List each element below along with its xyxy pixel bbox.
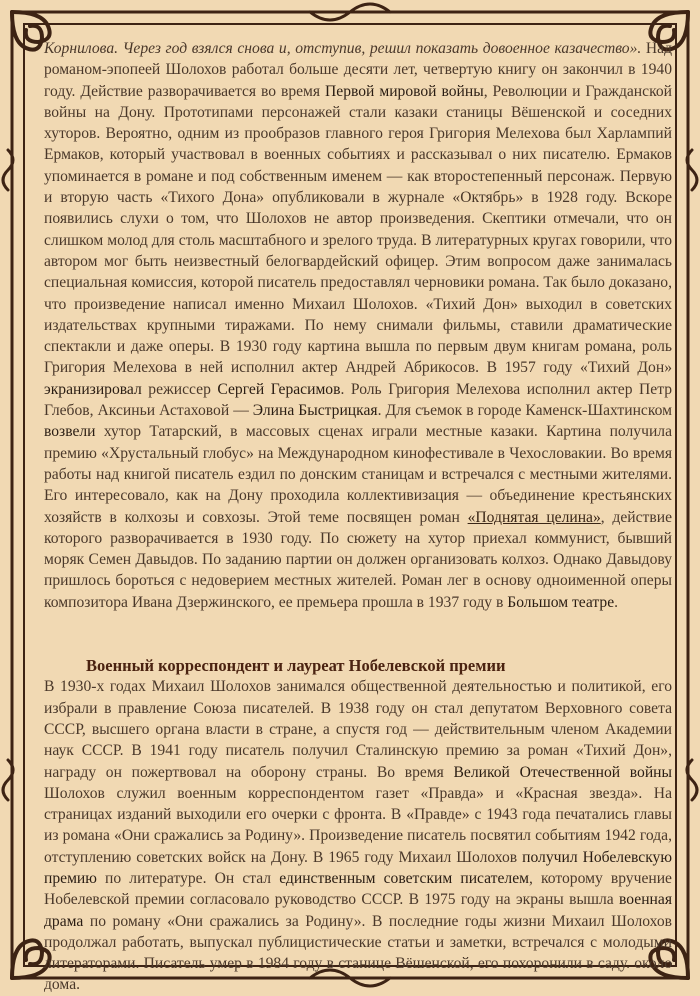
text-run: , которому вручение Нобелевской премии согласовало руководство СССР. В 1975 году на экраны вышла <box>44 869 672 909</box>
text-run: . Для съемок в городе Каменск-Шахтинском <box>377 402 672 420</box>
text-run: режиссер <box>141 380 218 398</box>
novel-link[interactable]: «Поднятая целина» <box>467 508 601 526</box>
section-heading: Военный корреспондент и лауреат Нобелевской премии <box>86 656 506 676</box>
keyword-link[interactable]: военная драма <box>44 891 672 930</box>
keyword-link[interactable]: возвели <box>44 423 96 441</box>
keyword-link[interactable]: Сергей Герасимов <box>217 380 341 398</box>
keyword-link[interactable]: Элина Быстрицкая <box>252 402 378 420</box>
text-run: . Роль Григория Мелехова исполнил актер Петр Глебов, Аксиньи Астаховой — <box>44 380 672 420</box>
italic-quote: Корнилова. Через год взялся снова и, отступив, решил показать довоенное казачество». <box>44 40 642 57</box>
text-run: по литературе. Он стал <box>96 869 280 887</box>
keyword-link[interactable]: получил Нобелевскую премию <box>44 848 672 887</box>
text-run: В 1930-х годах Михаил Шолохов занимался общественной деятельностью и политикой, его избрали в правление Союза писателей. В 1938 году он стал депутатом Верховного совета СССР, высшего органа власти в стране, а спустя год — действительным членом Академии наук СССР. В 1941 году писатель получил Сталинскую премию за роман «Тихий Дон», награду он пожертвовал на оборону страны. Во время <box>44 678 672 781</box>
keyword-link[interactable]: Первой мировой войны <box>325 82 484 100</box>
keyword-link[interactable]: Большом театре <box>507 593 615 611</box>
text-run: . <box>614 593 619 611</box>
text-run: , действие которого разворачивается в 1930 году. По сюжету на хутор приехал коммунист, бывший моряк Семен Давыдов. По заданию партии он должен организовать колхоз. Однако Давыдову пришлось бороться с недоверием местных жителей. Роман лег в основу одноименной оперы композитора Ивана Дзержинского, ее премьера прошла в 1937 году в <box>44 508 672 611</box>
keyword-link[interactable]: экранизировал <box>44 380 142 398</box>
text-run: Над романом-эпопеей Шолохов работал больше десяти лет, четвертую книгу он закончил в 1940 году. Действие разворачивается во время <box>44 40 672 100</box>
article-paragraph-1 <box>44 38 672 613</box>
text-run: Шолохов служил военным корреспондентом газет «Правда» и «Красная звезда». На страницах изданий выходили его очерки с фронта. В «Правде» с 1943 года печатались главы из романа «Они сражались за Родину». Произведение писатель посвятил событиям 1942 года, отступлению советских войск на Дону. В 1965 году Михаил Шолохов <box>44 784 672 866</box>
keyword-link[interactable]: Великой Отечественной войны <box>453 763 672 781</box>
text-run: , Революции и Гражданской войны на Дону. Прототипами персонажей стали казаки станицы Вёшенской и соседних хуторов. Вероятно, одним из прообразов главного героя Григория Мелехова был Харлампий Ермаков, который участвовал в военных событиях и рассказывал о них писателю. Ермаков упоминается в романе и под собственным именем — как второстепенный персонаж. Первую и вторую часть «Тихого Дона» опубликовали в журнале «Октябрь» в 1928 году. Вскоре появились слухи о том, что Шолохов не автор произведения. Скептики отмечали, что он слишком молод для столь масштабного и зрелого труда. В литературных кругах говорили, что автором мог быть неизвестный белогвардейский офицер. Этим вопросом даже занималась специальная комиссия, которой писатель предоставлял черновики романа. Так было доказано, что произведение написал именно Михаил Шолохов. «Тихий Дон» выходил в советских издательствах крупными тиражами. По нему снимали фильмы, ставили драматические спектакли и даже оперы. В 1930 году картина вышла по первым двум книгам романа, роль Григория Мелехова в ней исполнил актер Андрей Абрикосов. В 1957 году «Тихий Дон» <box>44 82 672 377</box>
keyword-link[interactable]: единственным советским писателем <box>279 869 529 887</box>
article-paragraph-2 <box>44 676 672 995</box>
text-run: по роману «Они сражались за Родину». В последние годы жизни Михаил Шолохов продолжал работать, выпускал публицистические статьи и заметки, встречался с молодыми литераторами. Писатель умер в 1984 году в станице Вёшенской, его похоронили в саду. около дома. <box>44 912 672 994</box>
article-body <box>44 38 672 996</box>
text-run: хутор Татарский, в массовых сценах играли местные казаки. Картина получила премию «Хрустальный глобус» на Международном кинофестивале в Чехословакии. Во время работы над книгой писатель ездил по донским станицам и встречался с местными жителями. Его интересовало, как на Дону проходила коллективизация — объединение крестьянских хозяйств в колхозы и совхозы. Этой теме посвящен роман <box>44 423 672 526</box>
